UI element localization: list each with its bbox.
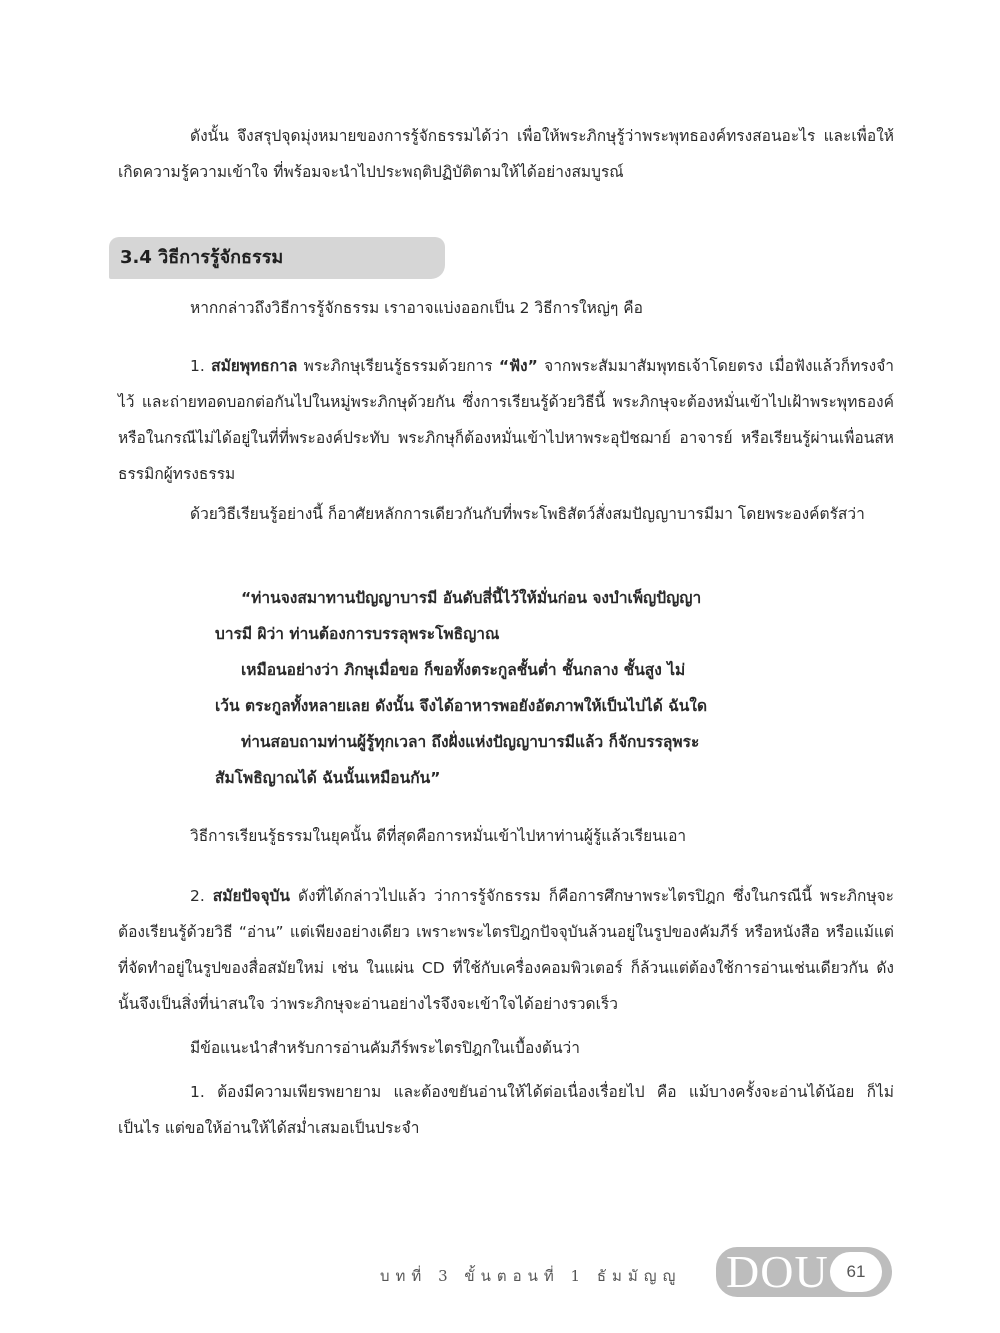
method-2-paragraph <box>118 878 894 1022</box>
chapter-footer: บทที่ 3 ขั้นตอนที่ 1 ธัมมัญญู <box>380 1267 682 1285</box>
advice-lead: มีข้อแนะนำสำหรับการอ่านคัมภีร์พระไตรปิฎกในเบื้องต้นว่า <box>190 1039 580 1057</box>
method-1-follow: ด้วยวิธีเรียนรู้อย่างนี้ ก็อาศัยหลักการเดียวกันกับที่พระโพธิสัตว์สั่งสมปัญญาบารมีมา โดยพระองค์ตรัสว่า <box>190 505 865 523</box>
method-1-number: 1. <box>190 357 212 375</box>
quote-line-2: บารมี ผิว่า ท่านต้องการบรรลุพระโพธิญาณ <box>215 625 500 643</box>
section-heading: 3.4 วิธีการรู้จักธรรม <box>109 237 445 279</box>
method-2-title: สมัยปัจจุบัน <box>212 887 290 905</box>
after-quote-paragraph: วิธีการเรียนรู้ธรรมในยุคนั้น ดีที่สุดคือการหมั่นเข้าไปหาท่านผู้รู้แล้วเรียนเอา <box>190 827 687 845</box>
section-lead: หากกล่าวถึงวิธีการรู้จักธรรม เราอาจแบ่งออกเป็น 2 วิธีการใหญ่ๆ คือ <box>190 299 643 317</box>
method-1-text-b: จากพระสัมมาสัมพุทธเจ้าโดยตรง เมื่อฟังแล้วก็ทรงจำไว้ และถ่ายทอดบอกต่อกันไปในหมู่พระภิกษุด้วยกัน ซึ่งการเรียนรู้ด้วยวิธีนี้ พระภิกษุจะต้องหมั่นเข้าไปเฝ้าพระพุทธองค์ หรือในกรณีไม่ได้อยู่ในที่ที่พระองค์ประทับ พระภิกษุก็ต้องหมั่นเข้าไปหาพระอุปัชฌาย์ อาจารย์ หรือเรียนรู้ผ่านเพื่อนสหธรรมิกผู้ทรงธรรม <box>118 357 895 483</box>
method-1-title: สมัยพุทธกาล <box>211 357 298 375</box>
method-1-keyword: “ฟัง” <box>498 357 538 375</box>
method-1-text-a: พระภิกษุเรียนรู้ธรรมด้วยการ <box>297 357 499 375</box>
advice-item-1: 1. ต้องมีความเพียรพยายาม และต้องขยันอ่านให้ได้ต่อเนื่องเรื่อยไป คือ แม้บางครั้งจะอ่านได้น้อย ก็ไม่เป็นไร แต่ขอให้อ่านให้ได้สม่ำเสมอเป็นประจำ <box>118 1083 894 1137</box>
page-number: 61 <box>830 1252 882 1292</box>
dou-logo: DOU <box>726 1246 829 1297</box>
quote-block <box>215 580 790 796</box>
quote-line-3: เหมือนอย่างว่า ภิกษุเมื่อขอ ก็ขอทั้งตระกูลชั้นต่ำ ชั้นกลาง ชั้นสูง ไม่ <box>241 661 686 679</box>
intro-paragraph: ดังนั้น จึงสรุปจุดมุ่งหมายของการรู้จักธรรมได้ว่า เพื่อให้พระภิกษุรู้ว่าพระพุทธองค์ทรงสอนอะไร และเพื่อให้เกิดความรู้ความเข้าใจ ที่พร้อมจะนำไปประพฤติปฏิบัติตามให้ได้อย่างสมบูรณ์ <box>118 127 894 181</box>
method-2-number: 2. <box>190 887 213 905</box>
method-1-paragraph <box>118 348 894 492</box>
quote-line-4: เว้น ตระกูลทั้งหลายเลย ดังนั้น จึงได้อาหารพอยังอัตภาพให้เป็นไปได้ ฉันใด <box>215 697 708 715</box>
quote-line-1: “ท่านจงสมาทานปัญญาบารมี อันดับสี่นี้ไว้ให้มั่นก่อน จงบำเพ็ญปัญญา <box>241 589 702 607</box>
quote-line-5: ท่านสอบถามท่านผู้รู้ทุกเวลา ถึงฝั่งแห่งปัญญาบารมีแล้ว ก็จักบรรลุพระ <box>241 733 700 751</box>
quote-line-6: สัมโพธิญาณได้ ฉันนั้นเหมือนกัน” <box>215 769 441 787</box>
method-2-text: ดังที่ได้กล่าวไปแล้ว ว่าการรู้จักธรรม ก็คือการศึกษาพระไตรปิฎก ซึ่งในกรณีนี้ พระภิกษุจะต้องเรียนรู้ด้วยวิธี “อ่าน” แต่เพียงอย่างเดียว เพราะพระไตรปิฎกปัจจุบันล้วนอยู่ในรูปของคัมภีร์ หรือหนังสือ หรือแม้แต่ที่จัดทำอยู่ในรูปของสื่อสมัยใหม่ เช่น ในแผ่น CD ที่ใช้กับเครื่องคอมพิวเตอร์ ก็ล้วนแต่ต้องใช้การอ่านเช่นเดียวกัน ดังนั้นจึงเป็นสิ่งที่น่าสนใจ ว่าพระภิกษุจะอ่านอย่างไรจึงจะเข้าใจได้อย่างรวดเร็ว <box>118 887 895 1013</box>
